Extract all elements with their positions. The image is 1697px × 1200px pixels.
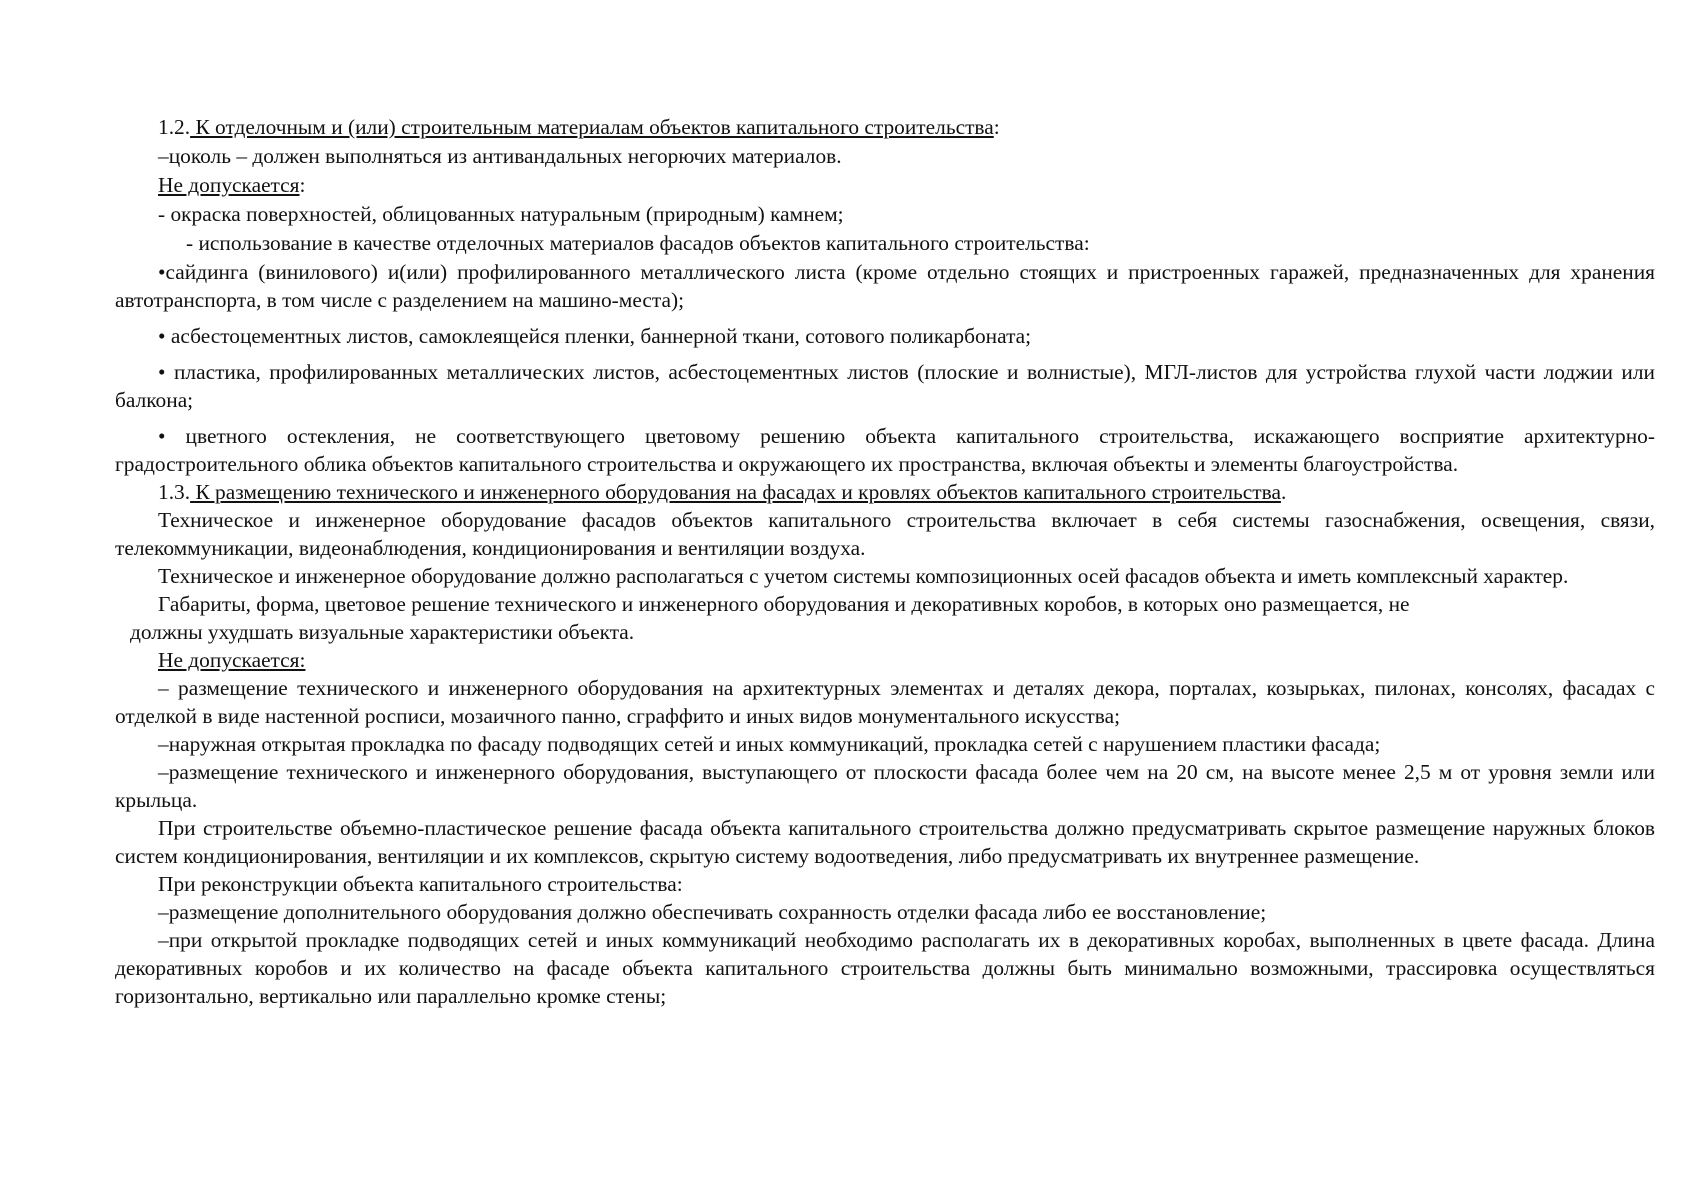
section-title-period: .	[1280, 480, 1287, 504]
materials-use-prohibition: - использование в качестве отделочных материалов фасадов объектов капитального строительства:	[186, 231, 1090, 255]
equipment-paragraph: Габариты, форма, цветовое решение технического и инженерного оборудования и декоративных коробов, в которых оно размещается, не	[158, 592, 1410, 616]
prohibition-item: –размещение технического и инженерного оборудования, выступающего от плоскости фасада более чем на 20 см, на высоте менее 2,5 м от уровня земли или крыльца.	[115, 760, 1655, 812]
bullet-item	[115, 358, 1655, 414]
prohibition-item: –наружная открытая прокладка по фасаду подводящих сетей и иных коммуникаций, прокладка сетей с нарушением пластики фасада;	[158, 732, 1381, 756]
not-allowed-heading	[115, 646, 1655, 674]
reconstruction-item: –размещение дополнительного оборудования должно обеспечивать сохранность отделки фасада либо ее восстановление;	[158, 900, 1267, 924]
construction-paragraph: При строительстве объемно-пластическое решение фасада объекта капитального строительства должно предусматривать скрытое размещение наружных блоков систем кондиционирования, вентиляции и их комплексов, скрытую систему водоотведения, либо предусматривать их внутреннее размещение.	[115, 816, 1655, 868]
bullet-icon: •	[158, 260, 166, 284]
bullet-item	[115, 422, 1655, 478]
bullet-icon: •	[158, 360, 166, 384]
painting-prohibition: - окраска поверхностей, облицованных натуральным (природным) камнем;	[158, 202, 844, 226]
not-allowed-label: Не допускается:	[158, 648, 306, 672]
bullet-text: цветного остекления, не соответствующего цветовому решению объекта капитального строительства, искажающего восприятие архитектурно-градостроительного облика объектов капитального строительства и окружающего их пространства, включая объекты и элементы благоустройства.	[115, 424, 1655, 476]
equipment-paragraph: Техническое и инженерное оборудование должно располагаться с учетом системы композиционных осей фасадов объекта и иметь комплексный характер.	[158, 564, 1569, 588]
not-allowed-colon: :	[299, 173, 306, 197]
section-1-2-heading	[115, 113, 1655, 141]
section-title-colon: :	[993, 115, 1000, 139]
section-1-3-heading	[115, 478, 1655, 506]
bullet-text: асбестоцементных листов, самоклеящейся пленки, баннерной ткани, сотового поликарбоната;	[165, 324, 1032, 348]
prohibition-item: – размещение технического и инженерного оборудования на архитектурных элементах и деталях декора, порталах, козырьках, пилонах, консолях, фасадах с отделкой в виде настенной росписи, мозаичного панно, сграффито и иных видов монументального искусства;	[115, 676, 1655, 728]
reconstruction-intro: При реконструкции объекта капитального строительства:	[158, 872, 683, 896]
section-title: К отделочным и (или) строительным материалам объектов капитального строительства	[190, 115, 994, 139]
section-number: 1.2.	[158, 115, 191, 139]
not-allowed-label: Не допускается	[158, 173, 300, 197]
plinth-requirement: –цоколь – должен выполняться из антивандальных негорючих материалов.	[158, 144, 842, 168]
bullet-item	[115, 322, 1655, 350]
not-allowed-heading	[115, 171, 1655, 199]
section-number: 1.3.	[158, 480, 191, 504]
bullet-item	[115, 258, 1655, 314]
equipment-paragraph-continued: должны ухудшать визуальные характеристики объекта.	[130, 620, 635, 644]
bullet-icon: •	[158, 324, 166, 348]
section-title: К размещению технического и инженерного оборудования на фасадах и кровлях объектов капитального строительства	[190, 480, 1281, 504]
bullet-icon: •	[158, 424, 166, 448]
bullet-text: сайдинга (винилового) и(или) профилированного металлического листа (кроме отдельно стоящих и пристроенных гаражей, предназначенных для хранения автотранспорта, в том числе с разделением на машино-места);	[115, 260, 1655, 312]
bullet-text: пластика, профилированных металлических листов, асбестоцементных листов (плоские и волнистые), МГЛ-листов для устройства глухой части лоджии или балкона;	[115, 360, 1655, 412]
equipment-paragraph: Техническое и инженерное оборудование фасадов объектов капитального строительства включает в себя системы газоснабжения, освещения, связи, телекоммуникации, видеонаблюдения, кондиционирования и вентиляции воздуха.	[115, 508, 1655, 560]
document-page	[115, 113, 1655, 1010]
reconstruction-item: –при открытой прокладке подводящих сетей и иных коммуникаций необходимо располагать их в декоративных коробах, выполненных в цвете фасада. Длина декоративных коробов и их количество на фасаде объекта капитального строительства должны быть минимально возможными, трассировка осуществляться горизонтально, вертикально или параллельно кромке стены;	[115, 928, 1655, 1008]
